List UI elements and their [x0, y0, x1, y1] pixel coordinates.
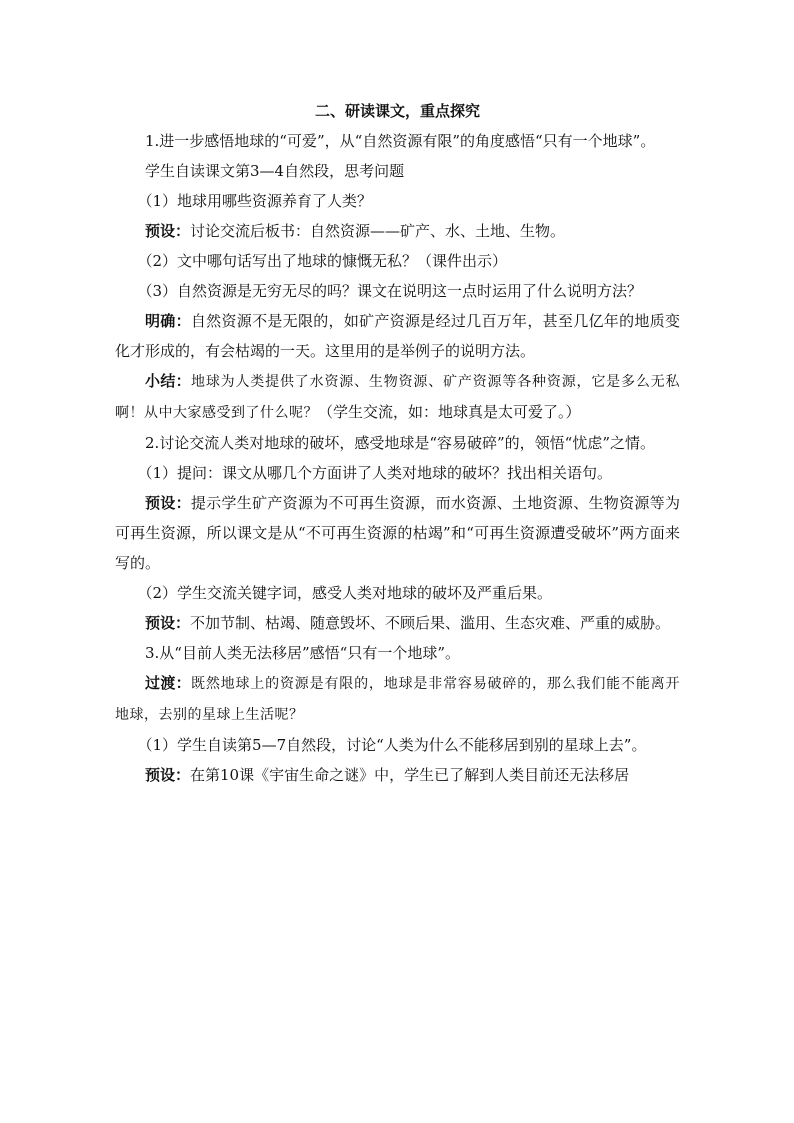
clarify-label: 明确： — [145, 312, 191, 330]
section-title: 二、研读课文，重点探究 — [314, 102, 480, 120]
paragraph-summary: 小结：地球为人类提供了水资源、生物资源、矿产资源等各种资源，它是多么无私啊！从中大家感受到了什么呢？（学生交流，如：地球真是太可爱了。） — [115, 372, 680, 421]
paragraph-question-3: （3）自然资源是无穷无尽的吗？课文在说明这一点时运用了什么说明方法？ — [137, 282, 643, 300]
preset-label: 预设： — [145, 766, 191, 784]
paragraph-task-1: 1.进一步感悟地球的“可爱”，从“自然资源有限”的角度感悟“只有一个地球”。 — [145, 132, 656, 150]
paragraph-question-6: （1）学生自读第5—7自然段，讨论“人类为什么不能移居到别的星球上去”。 — [137, 736, 647, 754]
paragraph-reading-instruction: 学生自读课文第3—4自然段，思考问题 — [145, 162, 405, 180]
transition-label: 过渡： — [145, 674, 191, 692]
paragraph-preset-3: 预设：不加节制、枯竭、随意毁坏、不顾后果、滥用、生态灾难、严重的威胁。 — [145, 614, 671, 632]
document-page — [115, 96, 680, 790]
paragraph-preset-1: 预设：讨论交流后板书：自然资源——矿产、水、土地、生物。 — [145, 222, 566, 240]
paragraph-preset-2: 预设：提示学生矿产资源为不可再生资源，而水资源、土地资源、生物资源等为可再生资源，所以课文是从“不可再生资源的枯竭”和“可再生资源遭受破坏”两方面来写的。 — [115, 494, 680, 572]
paragraph-clarification: 明确：自然资源不是无限的，如矿产资源是经过几百万年，甚至几亿年的地质变化才形成的，有会枯竭的一天。这里用的是举例子的说明方法。 — [115, 312, 680, 360]
summary-label: 小结： — [145, 372, 191, 390]
paragraph-question-1: （1）地球用哪些资源养育了人类？ — [137, 192, 373, 210]
preset-label: 预设： — [145, 614, 191, 632]
paragraph-question-2: （2）文中哪句话写出了地球的慷慨无私？（课件出示） — [137, 252, 508, 270]
paragraph-task-2: 2.讨论交流人类对地球的破坏，感受地球是“容易破碎”的，领悟“忧虑”之情。 — [145, 434, 655, 452]
paragraph-question-4: （1）提问：课文从哪几个方面讲了人类对地球的破坏？找出相关语句。 — [137, 464, 613, 482]
preset-label: 预设： — [145, 222, 191, 240]
preset-label: 预设： — [145, 494, 191, 512]
paragraph-transition: 过渡：既然地球上的资源是有限的，地球是非常容易破碎的，那么我们能不能离开地球，去别的星球上生活呢？ — [115, 674, 680, 723]
paragraph-task-3: 3.从“目前人类无法移居”感悟“只有一个地球”。 — [145, 644, 460, 662]
paragraph-question-5: （2）学生交流关键字词，感受人类对地球的破坏及严重后果。 — [137, 584, 553, 602]
paragraph-preset-4: 预设：在第10课《宇宙生命之谜》中，学生已了解到人类目前还无法移居 — [145, 766, 630, 784]
